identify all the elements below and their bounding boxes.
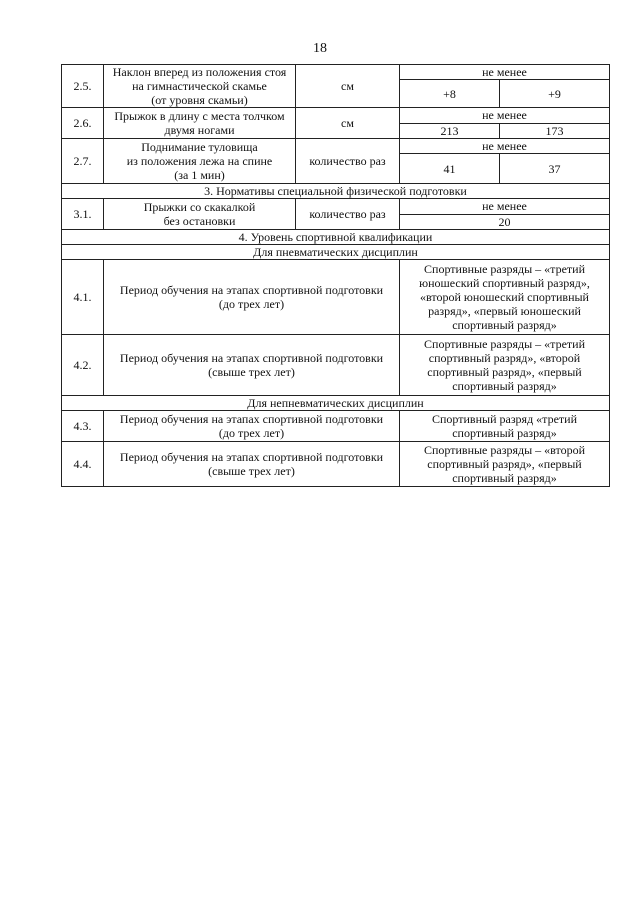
table-row xyxy=(62,442,610,487)
section-3-title: 3. Нормативы специальной физической подготовки xyxy=(62,184,610,199)
period-name: Период обучения на этапах спортивной подготовки (свыше трех лет) xyxy=(104,442,400,487)
table-row xyxy=(62,335,610,396)
condition-label: не менее xyxy=(400,65,610,80)
period-name: Период обучения на этапах спортивной подготовки (до трех лет) xyxy=(104,411,400,442)
value-boys: 41 xyxy=(400,154,500,184)
row-number: 4.3. xyxy=(62,411,104,442)
section-4-title: 4. Уровень спортивной квалификации xyxy=(62,230,610,245)
qualification-value: Спортивный разряд «третий спортивный разряд» xyxy=(400,411,610,442)
value-boys: 213 xyxy=(400,123,500,139)
table-row xyxy=(62,108,610,124)
condition-label: не менее xyxy=(400,199,610,215)
row-number: 4.2. xyxy=(62,335,104,396)
unit: количество раз xyxy=(296,139,400,184)
exercise-name: Поднимание туловища из положения лежа на спине (за 1 мин) xyxy=(104,139,296,184)
row-number: 4.4. xyxy=(62,442,104,487)
value-boys: +8 xyxy=(400,80,500,108)
subsection-header-row xyxy=(62,396,610,411)
unit: см xyxy=(296,108,400,139)
row-number: 2.7. xyxy=(62,139,104,184)
unit: количество раз xyxy=(296,199,400,230)
exercise-name: Наклон вперед из положения стоя на гимнастической скамье (от уровня скамьи) xyxy=(104,65,296,108)
period-name: Период обучения на этапах спортивной подготовки (свыше трех лет) xyxy=(104,335,400,396)
table-row xyxy=(62,139,610,154)
page-number: 18 xyxy=(313,41,327,56)
subsection-header-row xyxy=(62,245,610,260)
period-name: Период обучения на этапах спортивной подготовки (до трех лет) xyxy=(104,260,400,335)
standards-table xyxy=(61,64,610,487)
exercise-name: Прыжок в длину с места толчком двумя ногами xyxy=(104,108,296,139)
exercise-name: Прыжки со скакалкой без остановки xyxy=(104,199,296,230)
value-girls: 173 xyxy=(500,123,610,139)
qualification-value: Спортивные разряды – «второй спортивный разряд», «первый спортивный разряд» xyxy=(400,442,610,487)
qualification-value: Спортивные разряды – «третий юношеский спортивный разряд», «второй юношеский спортивный разряд», «первый юношеский спортивный разряд» xyxy=(400,260,610,335)
value-girls: 37 xyxy=(500,154,610,184)
condition-label: не менее xyxy=(400,139,610,154)
row-number: 2.6. xyxy=(62,108,104,139)
subsection-non-pneumatic-title: Для непневматических дисциплин xyxy=(62,396,610,411)
table-row xyxy=(62,411,610,442)
value-all: 20 xyxy=(400,214,610,230)
qualification-value: Спортивные разряды – «третий спортивный разряд», «второй спортивный разряд», «первый спортивный разряд» xyxy=(400,335,610,396)
condition-label: не менее xyxy=(400,108,610,124)
value-girls: +9 xyxy=(500,80,610,108)
row-number: 3.1. xyxy=(62,199,104,230)
section-header-row xyxy=(62,184,610,199)
subsection-pneumatic-title: Для пневматических дисциплин xyxy=(62,245,610,260)
row-number: 2.5. xyxy=(62,65,104,108)
section-header-row xyxy=(62,230,610,245)
unit: см xyxy=(296,65,400,108)
table-row xyxy=(62,65,610,80)
table-row xyxy=(62,199,610,215)
row-number: 4.1. xyxy=(62,260,104,335)
table-row xyxy=(62,260,610,335)
